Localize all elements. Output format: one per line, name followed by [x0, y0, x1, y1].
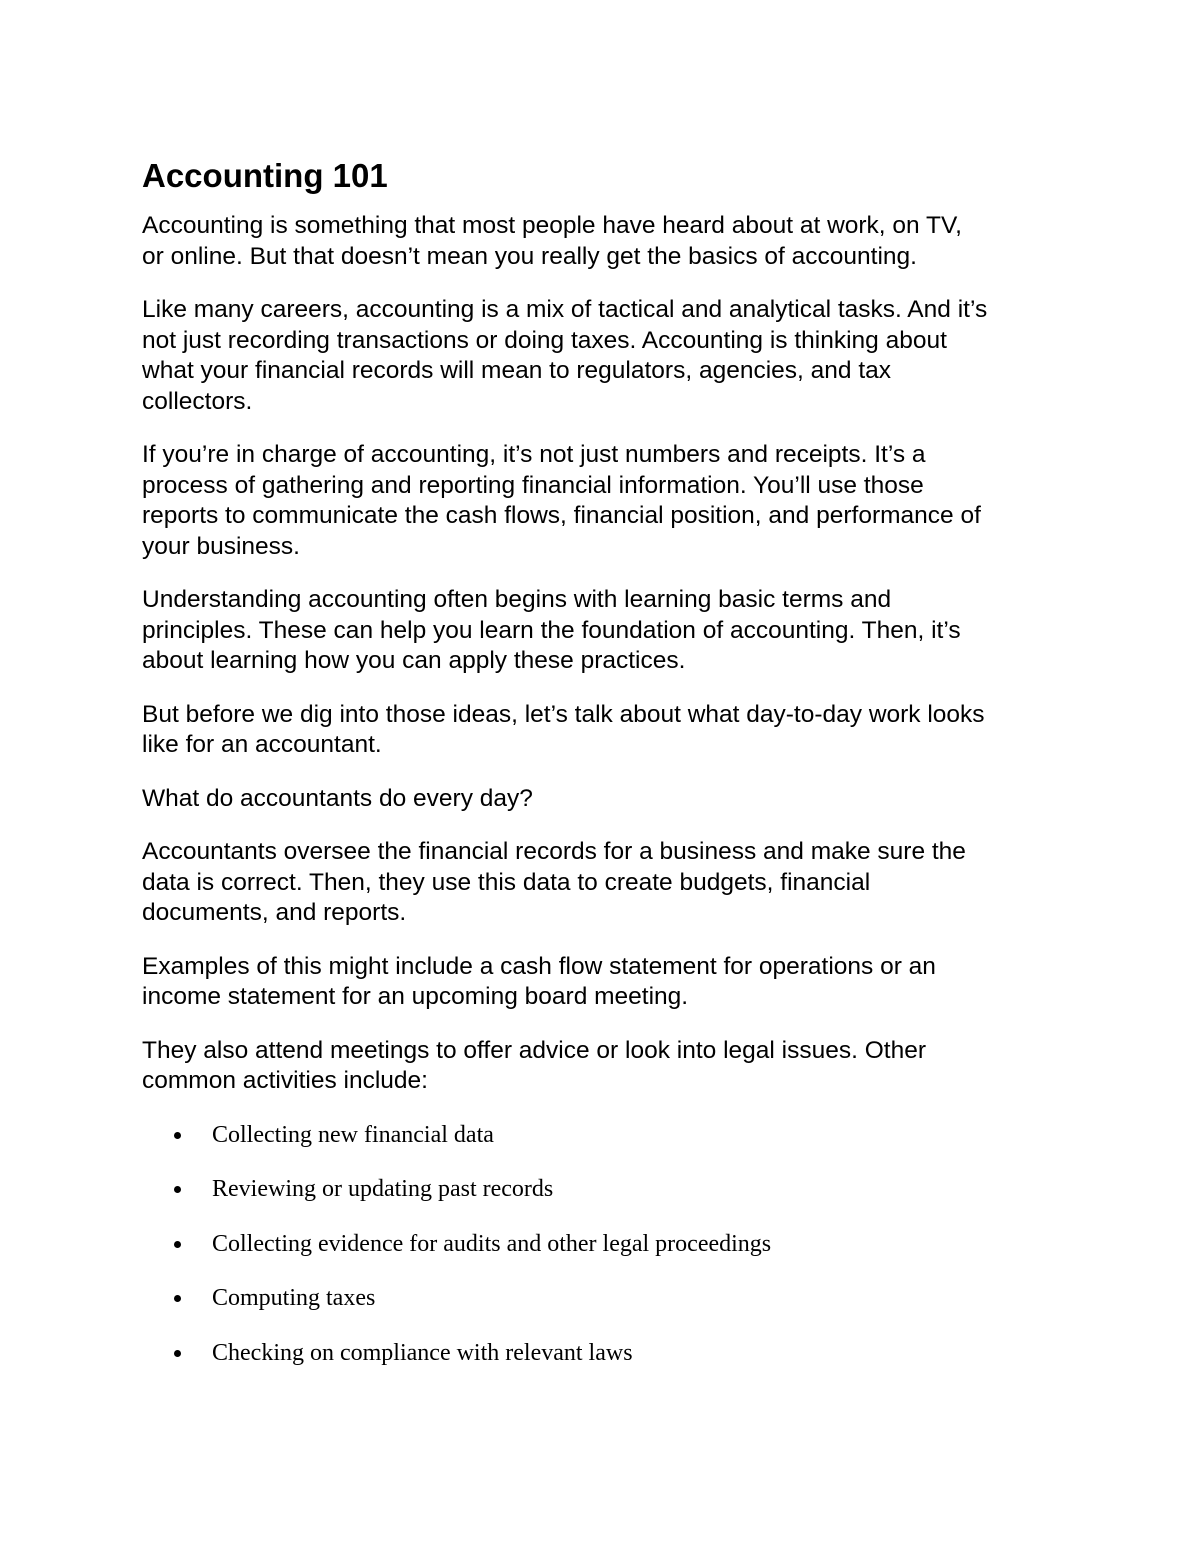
bullet-icon	[174, 1295, 181, 1302]
paragraph	[142, 837, 1082, 929]
paragraph-line: Accountants oversee the financial records for a business and make sure the	[142, 838, 966, 865]
bullet-icon	[174, 1241, 181, 1248]
list-item	[142, 1338, 1082, 1368]
paragraph	[142, 295, 1082, 417]
paragraph-line: They also attend meetings to offer advice or look into legal issues. Other	[142, 1036, 926, 1064]
paragraph	[142, 952, 1082, 1013]
paragraph-line: not just recording transactions or doing taxes. Accounting is thinking about	[142, 326, 947, 354]
list-item-text: Reviewing or updating past records	[212, 1176, 554, 1202]
bullet-icon	[174, 1350, 181, 1357]
paragraph-line: Accounting is something that most people have heard about at work, on TV,	[142, 212, 962, 239]
paragraph	[142, 585, 1082, 677]
paragraph-line: your business.	[142, 532, 300, 560]
list-item-text: Checking on compliance with relevant laws	[212, 1339, 633, 1366]
list-item-text: Collecting evidence for audits and other legal proceedings	[212, 1230, 772, 1257]
paragraph-line: or online. But that doesn’t mean you really get the basics of accounting.	[142, 242, 917, 270]
paragraph-line: like for an accountant.	[142, 731, 382, 758]
list-item-text: Computing taxes	[212, 1285, 376, 1311]
paragraph-line: process of gathering and reporting financial information. You’ll use those	[142, 471, 924, 499]
paragraph	[142, 700, 1082, 761]
list-item	[142, 1120, 1082, 1150]
activities-list	[142, 1120, 1082, 1368]
paragraph-line: Examples of this might include a cash flow statement for operations or an	[142, 952, 936, 980]
paragraph-line: reports to communicate the cash flows, financial position, and performance of	[142, 502, 981, 529]
list-item-text: Collecting new financial data	[212, 1121, 494, 1148]
bullet-icon	[174, 1186, 181, 1193]
paragraph-line: If you’re in charge of accounting, it’s not just numbers and receipts. It’s a	[142, 441, 926, 468]
paragraph-line: Like many careers, accounting is a mix of tactical and analytical tasks. And it’s	[142, 296, 988, 323]
paragraph-line: documents, and reports.	[142, 899, 407, 926]
document-body	[142, 211, 1082, 1097]
bullet-icon	[174, 1132, 181, 1139]
list-item	[142, 1229, 1082, 1259]
paragraph-line: collectors.	[142, 387, 253, 415]
paragraph-line: Understanding accounting often begins with learning basic terms and	[142, 586, 892, 613]
paragraph-line: income statement for an upcoming board meeting.	[142, 983, 689, 1010]
paragraph-line: But before we dig into those ideas, let’s talk about what day-to-day work looks	[142, 700, 985, 728]
paragraph-line: data is correct. Then, they use this data to create budgets, financial	[142, 868, 871, 896]
list-item	[142, 1174, 1082, 1204]
document-title: Accounting 101	[142, 157, 388, 194]
paragraph-line: What do accountants do every day?	[142, 784, 533, 812]
paragraph-line: principles. These can help you learn the foundation of accounting. Then, it’s	[142, 616, 961, 644]
paragraph	[142, 1036, 1082, 1097]
paragraph	[142, 440, 1082, 562]
paragraph-line: common activities include:	[142, 1067, 428, 1094]
list-item	[142, 1283, 1082, 1313]
paragraph-line: what your financial records will mean to regulators, agencies, and tax	[142, 357, 891, 384]
paragraph	[142, 784, 1082, 815]
paragraph-line: about learning how you can apply these practices.	[142, 647, 686, 674]
document-page	[142, 155, 1082, 1392]
paragraph	[142, 211, 1082, 272]
